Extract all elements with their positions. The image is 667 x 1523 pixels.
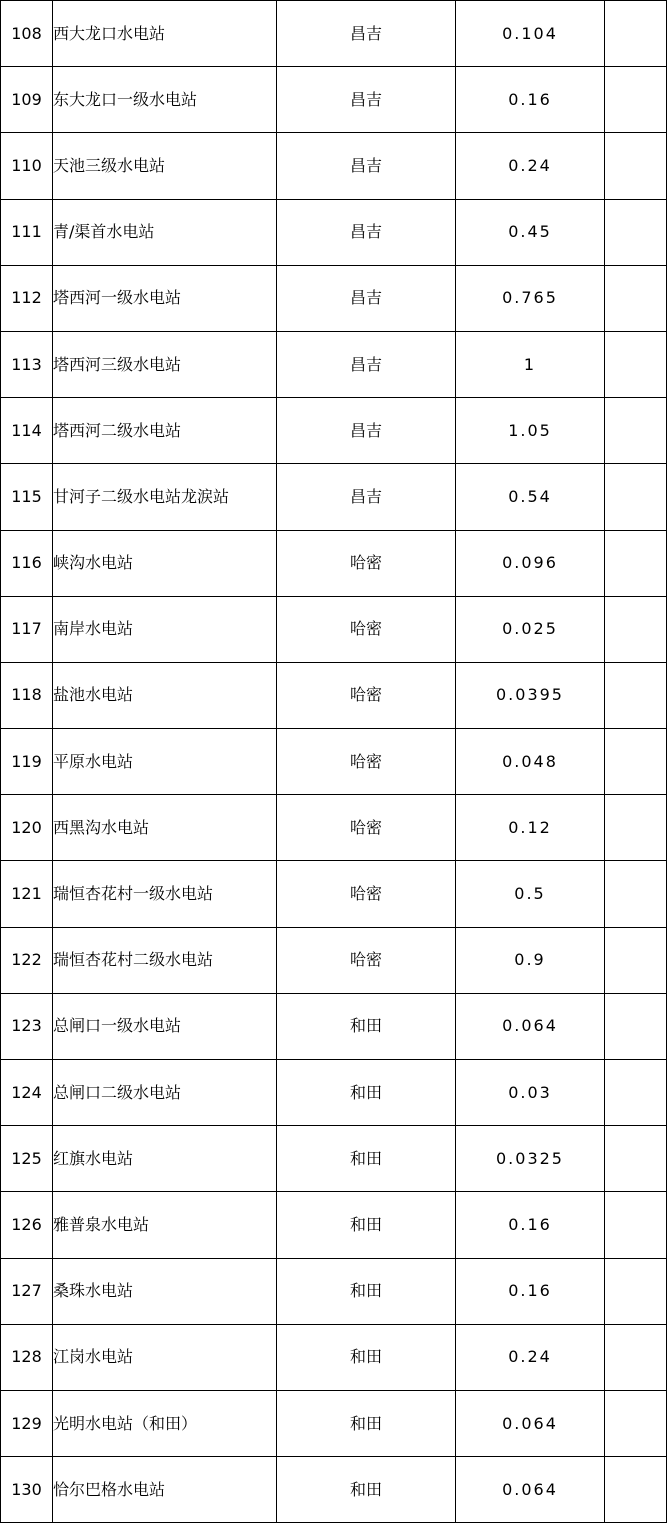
table-row [1, 265, 667, 331]
station-name-cell: 盐池水电站 [53, 662, 277, 728]
table-row [1, 662, 667, 728]
capacity-cell: 0.24 [456, 1324, 605, 1390]
note-cell [605, 729, 667, 795]
station-name-cell: 总闸口一级水电站 [53, 993, 277, 1059]
capacity-cell: 0.16 [456, 1192, 605, 1258]
region-cell: 哈密 [277, 861, 456, 927]
note-cell [605, 861, 667, 927]
capacity-cell: 0.0325 [456, 1126, 605, 1192]
note-cell [605, 1192, 667, 1258]
region-cell: 哈密 [277, 927, 456, 993]
table-row [1, 331, 667, 397]
note-cell [605, 927, 667, 993]
station-name-cell: 青/渠首水电站 [53, 199, 277, 265]
table-row [1, 1457, 667, 1523]
note-cell [605, 993, 667, 1059]
table-row [1, 1192, 667, 1258]
table-row [1, 530, 667, 596]
note-cell [605, 795, 667, 861]
station-name-cell: 瑞恒杏花村二级水电站 [53, 927, 277, 993]
capacity-cell: 1 [456, 331, 605, 397]
station-name-cell: 恰尔巴格水电站 [53, 1457, 277, 1523]
capacity-cell: 0.24 [456, 133, 605, 199]
row-number-cell: 111 [1, 199, 53, 265]
table-row [1, 1126, 667, 1192]
row-number-cell: 121 [1, 861, 53, 927]
note-cell [605, 331, 667, 397]
row-number-cell: 109 [1, 67, 53, 133]
note-cell [605, 133, 667, 199]
station-name-cell: 光明水电站（和田） [53, 1390, 277, 1456]
capacity-cell: 0.0395 [456, 662, 605, 728]
station-name-cell: 塔西河一级水电站 [53, 265, 277, 331]
table-body [1, 1, 667, 1523]
station-name-cell: 瑞恒杏花村一级水电站 [53, 861, 277, 927]
row-number-cell: 118 [1, 662, 53, 728]
capacity-cell: 0.064 [456, 1390, 605, 1456]
table-row [1, 199, 667, 265]
region-cell: 和田 [277, 1457, 456, 1523]
note-cell [605, 662, 667, 728]
region-cell: 哈密 [277, 795, 456, 861]
capacity-cell: 1.05 [456, 398, 605, 464]
station-name-cell: 雅普泉水电站 [53, 1192, 277, 1258]
region-cell: 和田 [277, 1060, 456, 1126]
region-cell: 昌吉 [277, 464, 456, 530]
capacity-cell: 0.9 [456, 927, 605, 993]
note-cell [605, 1324, 667, 1390]
capacity-cell: 0.12 [456, 795, 605, 861]
row-number-cell: 123 [1, 993, 53, 1059]
row-number-cell: 128 [1, 1324, 53, 1390]
row-number-cell: 126 [1, 1192, 53, 1258]
capacity-cell: 0.03 [456, 1060, 605, 1126]
station-name-cell: 西大龙口水电站 [53, 1, 277, 67]
region-cell: 昌吉 [277, 1, 456, 67]
row-number-cell: 112 [1, 265, 53, 331]
station-name-cell: 江岗水电站 [53, 1324, 277, 1390]
region-cell: 昌吉 [277, 133, 456, 199]
capacity-cell: 0.064 [456, 993, 605, 1059]
table-row [1, 398, 667, 464]
table-row [1, 464, 667, 530]
capacity-cell: 0.096 [456, 530, 605, 596]
note-cell [605, 265, 667, 331]
station-name-cell: 红旗水电站 [53, 1126, 277, 1192]
note-cell [605, 1, 667, 67]
capacity-cell: 0.104 [456, 1, 605, 67]
note-cell [605, 1060, 667, 1126]
region-cell: 哈密 [277, 530, 456, 596]
capacity-cell: 0.16 [456, 1258, 605, 1324]
table-row [1, 1060, 667, 1126]
capacity-cell: 0.16 [456, 67, 605, 133]
region-cell: 昌吉 [277, 331, 456, 397]
region-cell: 哈密 [277, 662, 456, 728]
table-row [1, 133, 667, 199]
station-name-cell: 总闸口二级水电站 [53, 1060, 277, 1126]
row-number-cell: 129 [1, 1390, 53, 1456]
note-cell [605, 1126, 667, 1192]
table-row [1, 861, 667, 927]
note-cell [605, 530, 667, 596]
row-number-cell: 130 [1, 1457, 53, 1523]
table-row [1, 67, 667, 133]
station-name-cell: 西黑沟水电站 [53, 795, 277, 861]
station-name-cell: 塔西河二级水电站 [53, 398, 277, 464]
region-cell: 昌吉 [277, 398, 456, 464]
row-number-cell: 120 [1, 795, 53, 861]
station-name-cell: 塔西河三级水电站 [53, 331, 277, 397]
station-name-cell: 平原水电站 [53, 729, 277, 795]
station-name-cell: 东大龙口一级水电站 [53, 67, 277, 133]
row-number-cell: 117 [1, 596, 53, 662]
row-number-cell: 116 [1, 530, 53, 596]
note-cell [605, 464, 667, 530]
capacity-cell: 0.064 [456, 1457, 605, 1523]
row-number-cell: 125 [1, 1126, 53, 1192]
note-cell [605, 67, 667, 133]
table-row [1, 1390, 667, 1456]
region-cell: 哈密 [277, 596, 456, 662]
region-cell: 和田 [277, 1324, 456, 1390]
row-number-cell: 127 [1, 1258, 53, 1324]
region-cell: 和田 [277, 1390, 456, 1456]
table-row [1, 1324, 667, 1390]
region-cell: 昌吉 [277, 265, 456, 331]
table-row [1, 795, 667, 861]
note-cell [605, 1390, 667, 1456]
station-name-cell: 桑珠水电站 [53, 1258, 277, 1324]
row-number-cell: 108 [1, 1, 53, 67]
capacity-cell: 0.5 [456, 861, 605, 927]
row-number-cell: 110 [1, 133, 53, 199]
note-cell [605, 1457, 667, 1523]
row-number-cell: 124 [1, 1060, 53, 1126]
region-cell: 昌吉 [277, 67, 456, 133]
row-number-cell: 119 [1, 729, 53, 795]
station-name-cell: 峡沟水电站 [53, 530, 277, 596]
table-row [1, 1, 667, 67]
region-cell: 和田 [277, 993, 456, 1059]
region-cell: 和田 [277, 1258, 456, 1324]
station-name-cell: 南岸水电站 [53, 596, 277, 662]
table-row [1, 993, 667, 1059]
note-cell [605, 199, 667, 265]
note-cell [605, 398, 667, 464]
region-cell: 和田 [277, 1192, 456, 1258]
station-name-cell: 天池三级水电站 [53, 133, 277, 199]
table-row [1, 596, 667, 662]
table-row [1, 729, 667, 795]
table-row [1, 927, 667, 993]
note-cell [605, 596, 667, 662]
capacity-cell: 0.048 [456, 729, 605, 795]
capacity-cell: 0.54 [456, 464, 605, 530]
station-name-cell: 甘河子二级水电站龙涙站 [53, 464, 277, 530]
region-cell: 哈密 [277, 729, 456, 795]
capacity-cell: 0.025 [456, 596, 605, 662]
table-row [1, 1258, 667, 1324]
region-cell: 和田 [277, 1126, 456, 1192]
region-cell: 昌吉 [277, 199, 456, 265]
row-number-cell: 113 [1, 331, 53, 397]
row-number-cell: 122 [1, 927, 53, 993]
note-cell [605, 1258, 667, 1324]
row-number-cell: 115 [1, 464, 53, 530]
capacity-cell: 0.45 [456, 199, 605, 265]
row-number-cell: 114 [1, 398, 53, 464]
capacity-cell: 0.765 [456, 265, 605, 331]
